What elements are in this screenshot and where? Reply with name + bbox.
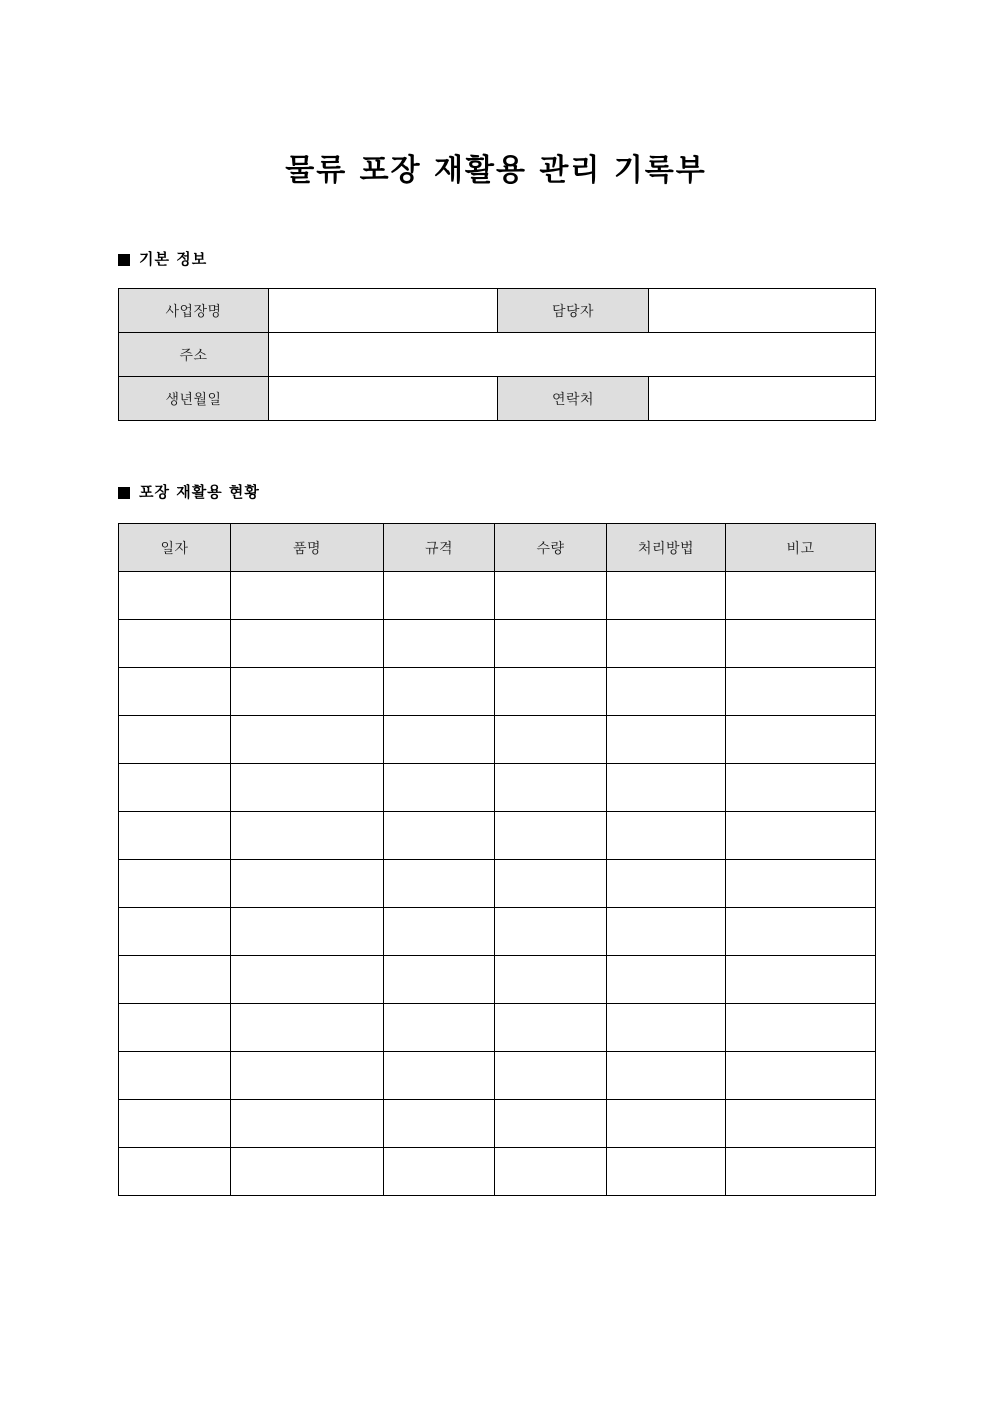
cell-quantity[interactable] xyxy=(495,908,607,956)
cell-date[interactable] xyxy=(119,572,231,620)
cell-remarks[interactable] xyxy=(726,1100,876,1148)
filled-square-bullet-icon xyxy=(118,487,130,499)
page-title: 물류 포장 재활용 관리 기록부 xyxy=(285,153,707,189)
label-manager: 담당자 xyxy=(498,289,649,333)
cell-date[interactable] xyxy=(119,668,231,716)
cell-item-name[interactable] xyxy=(231,1004,384,1052)
basic-info-table xyxy=(118,288,876,421)
cell-treatment-method[interactable] xyxy=(607,1052,726,1100)
section-heading-basic-info xyxy=(118,252,207,267)
field-address[interactable] xyxy=(269,333,876,377)
table-row xyxy=(119,1100,876,1148)
cell-specification[interactable] xyxy=(384,572,495,620)
cell-specification[interactable] xyxy=(384,908,495,956)
cell-treatment-method[interactable] xyxy=(607,1148,726,1196)
section-heading-recycling-status-label: 포장 재활용 현황 xyxy=(139,483,260,501)
cell-remarks[interactable] xyxy=(726,1148,876,1196)
column-header-quantity: 수량 xyxy=(495,524,607,572)
column-header-specification: 규격 xyxy=(384,524,495,572)
column-header-treatment-method: 처리방법 xyxy=(607,524,726,572)
table-row xyxy=(119,812,876,860)
column-header-item-name: 품명 xyxy=(231,524,384,572)
table-row xyxy=(119,956,876,1004)
cell-specification[interactable] xyxy=(384,1052,495,1100)
recycling-status-table-header xyxy=(119,524,876,572)
cell-treatment-method[interactable] xyxy=(607,860,726,908)
cell-item-name[interactable] xyxy=(231,956,384,1004)
cell-item-name[interactable] xyxy=(231,716,384,764)
cell-specification[interactable] xyxy=(384,668,495,716)
recycling-status-table xyxy=(118,523,876,1196)
label-business-name: 사업장명 xyxy=(119,289,269,333)
label-birth-date: 생년월일 xyxy=(119,377,269,421)
filled-square-bullet-icon xyxy=(118,254,130,266)
cell-date[interactable] xyxy=(119,764,231,812)
recycling-status-table-body xyxy=(119,572,876,1196)
cell-quantity[interactable] xyxy=(495,956,607,1004)
table-row xyxy=(119,572,876,620)
cell-remarks[interactable] xyxy=(726,860,876,908)
cell-date[interactable] xyxy=(119,1052,231,1100)
cell-quantity[interactable] xyxy=(495,668,607,716)
table-header-row xyxy=(119,524,876,572)
cell-specification[interactable] xyxy=(384,620,495,668)
cell-date[interactable] xyxy=(119,716,231,764)
cell-quantity[interactable] xyxy=(495,812,607,860)
cell-treatment-method[interactable] xyxy=(607,1100,726,1148)
field-contact[interactable] xyxy=(649,377,876,421)
cell-specification[interactable] xyxy=(384,716,495,764)
table-row xyxy=(119,1052,876,1100)
cell-quantity[interactable] xyxy=(495,1004,607,1052)
table-row xyxy=(119,716,876,764)
cell-remarks[interactable] xyxy=(726,668,876,716)
cell-item-name[interactable] xyxy=(231,908,384,956)
cell-specification[interactable] xyxy=(384,1148,495,1196)
field-birth-date[interactable] xyxy=(269,377,498,421)
table-row xyxy=(119,860,876,908)
cell-remarks[interactable] xyxy=(726,620,876,668)
cell-date[interactable] xyxy=(119,620,231,668)
cell-item-name[interactable] xyxy=(231,764,384,812)
cell-item-name[interactable] xyxy=(231,1052,384,1100)
table-row xyxy=(119,377,876,421)
section-heading-basic-info-label: 기본 정보 xyxy=(139,250,208,268)
cell-quantity[interactable] xyxy=(495,764,607,812)
table-row xyxy=(119,333,876,377)
cell-specification[interactable] xyxy=(384,1100,495,1148)
cell-specification[interactable] xyxy=(384,812,495,860)
cell-remarks[interactable] xyxy=(726,908,876,956)
cell-quantity[interactable] xyxy=(495,1148,607,1196)
cell-quantity[interactable] xyxy=(495,1052,607,1100)
cell-quantity[interactable] xyxy=(495,860,607,908)
cell-treatment-method[interactable] xyxy=(607,956,726,1004)
cell-item-name[interactable] xyxy=(231,620,384,668)
table-row xyxy=(119,620,876,668)
cell-treatment-method[interactable] xyxy=(607,572,726,620)
field-manager[interactable] xyxy=(649,289,876,333)
table-row xyxy=(119,289,876,333)
cell-remarks[interactable] xyxy=(726,716,876,764)
cell-specification[interactable] xyxy=(384,1004,495,1052)
cell-item-name[interactable] xyxy=(231,668,384,716)
cell-treatment-method[interactable] xyxy=(607,908,726,956)
cell-quantity[interactable] xyxy=(495,1100,607,1148)
cell-date[interactable] xyxy=(119,956,231,1004)
table-row xyxy=(119,764,876,812)
cell-treatment-method[interactable] xyxy=(607,668,726,716)
cell-treatment-method[interactable] xyxy=(607,1004,726,1052)
section-heading-recycling-status xyxy=(118,485,260,500)
cell-specification[interactable] xyxy=(384,956,495,1004)
cell-item-name[interactable] xyxy=(231,860,384,908)
cell-date[interactable] xyxy=(119,1100,231,1148)
table-row xyxy=(119,668,876,716)
cell-item-name[interactable] xyxy=(231,1148,384,1196)
cell-treatment-method[interactable] xyxy=(607,812,726,860)
cell-quantity[interactable] xyxy=(495,572,607,620)
cell-treatment-method[interactable] xyxy=(607,716,726,764)
label-address: 주소 xyxy=(119,333,269,377)
cell-date[interactable] xyxy=(119,1004,231,1052)
cell-specification[interactable] xyxy=(384,860,495,908)
cell-date[interactable] xyxy=(119,860,231,908)
cell-remarks[interactable] xyxy=(726,1004,876,1052)
cell-quantity[interactable] xyxy=(495,716,607,764)
cell-remarks[interactable] xyxy=(726,572,876,620)
cell-quantity[interactable] xyxy=(495,620,607,668)
table-row xyxy=(119,1004,876,1052)
cell-specification[interactable] xyxy=(384,764,495,812)
table-row xyxy=(119,1148,876,1196)
label-contact: 연락처 xyxy=(498,377,649,421)
cell-remarks[interactable] xyxy=(726,1052,876,1100)
cell-date[interactable] xyxy=(119,908,231,956)
cell-remarks[interactable] xyxy=(726,764,876,812)
field-business-name[interactable] xyxy=(269,289,498,333)
cell-remarks[interactable] xyxy=(726,812,876,860)
cell-treatment-method[interactable] xyxy=(607,764,726,812)
column-header-date: 일자 xyxy=(119,524,231,572)
cell-treatment-method[interactable] xyxy=(607,620,726,668)
cell-date[interactable] xyxy=(119,1148,231,1196)
cell-item-name[interactable] xyxy=(231,572,384,620)
cell-item-name[interactable] xyxy=(231,812,384,860)
cell-date[interactable] xyxy=(119,812,231,860)
cell-item-name[interactable] xyxy=(231,1100,384,1148)
column-header-remarks: 비고 xyxy=(726,524,876,572)
cell-remarks[interactable] xyxy=(726,956,876,1004)
table-row xyxy=(119,908,876,956)
